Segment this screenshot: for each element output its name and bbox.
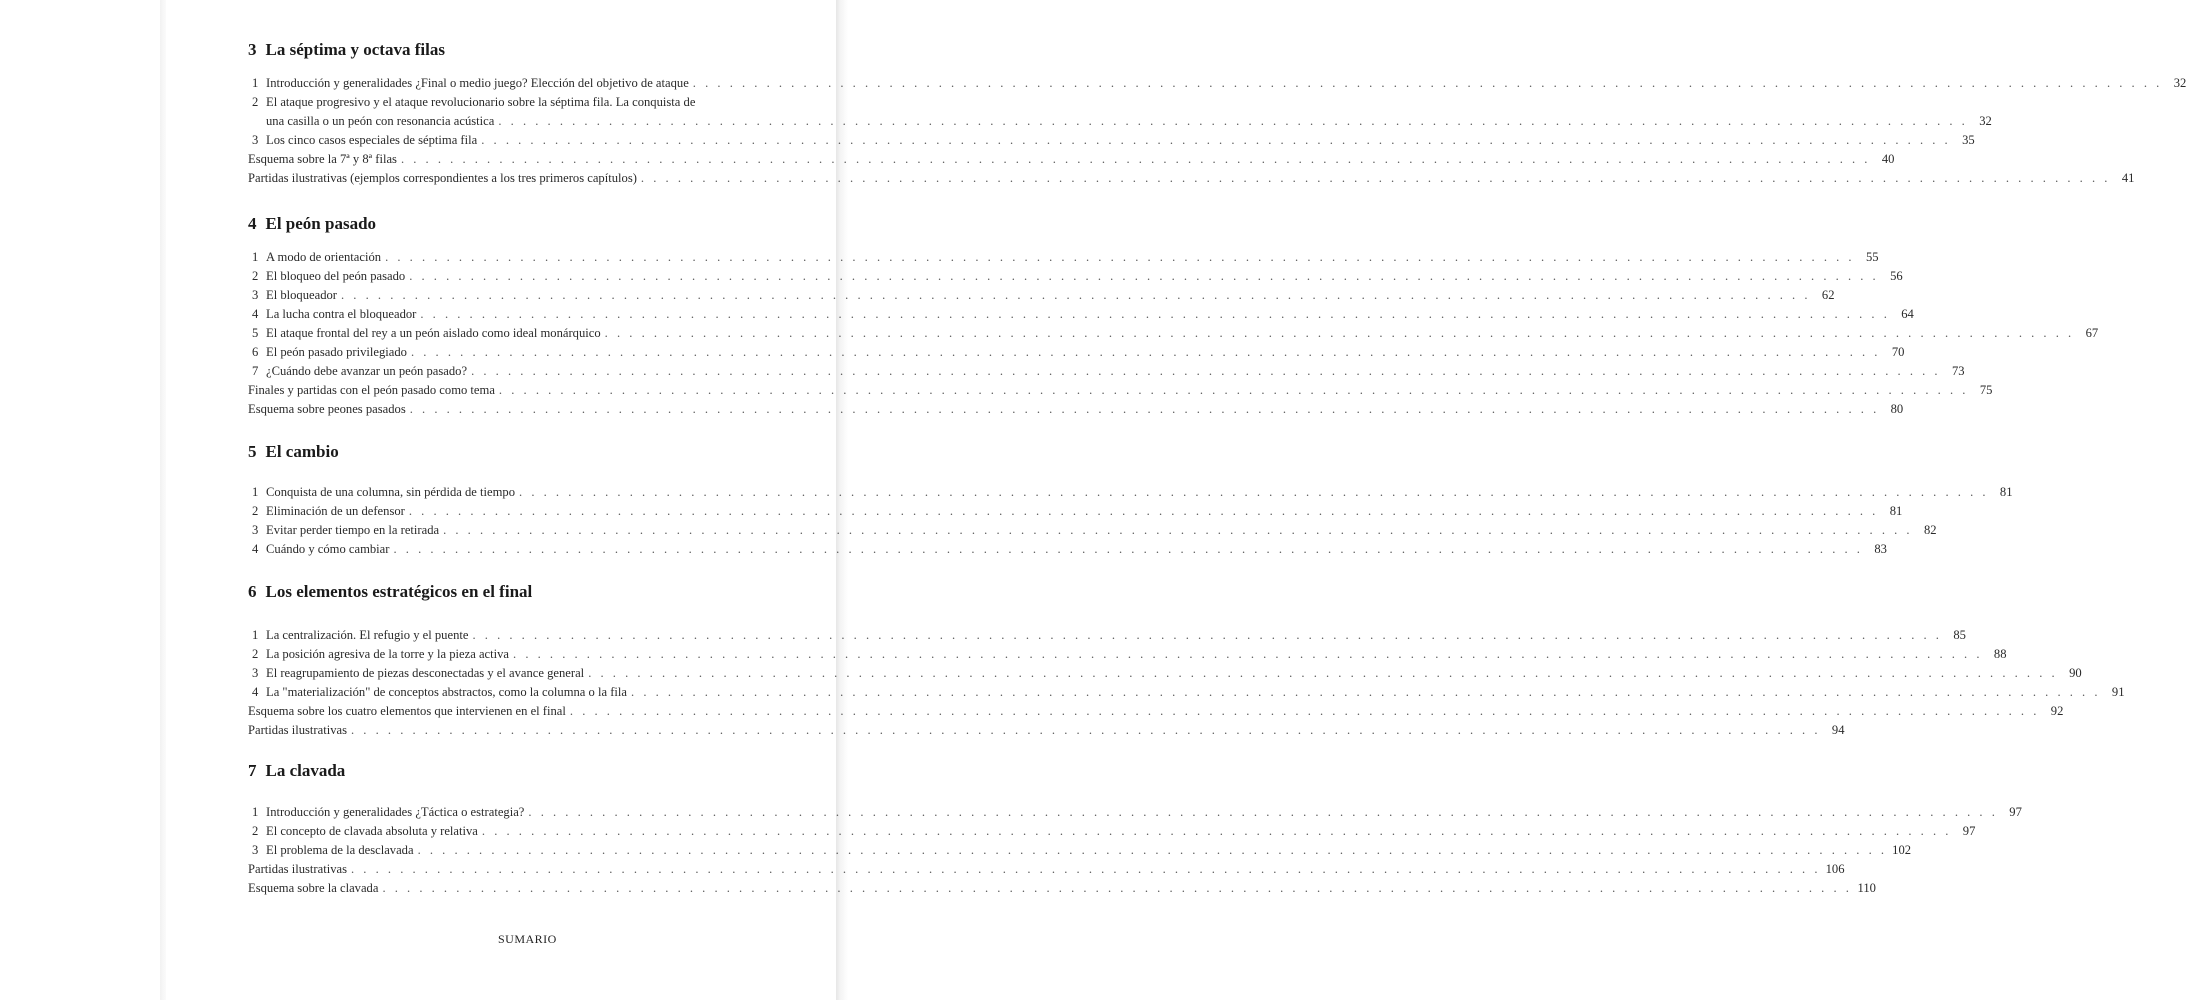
entry-number: 1 [252, 76, 259, 90]
section-heading [248, 212, 836, 236]
entry-page: 91 [2111, 685, 2125, 699]
entry-page: 32 [2173, 76, 2186, 90]
dot-leader [641, 169, 2110, 188]
entry-title: El reagrupamiento de piezas desconectadas y el avance general [266, 666, 585, 680]
entry-number: 6 [252, 345, 259, 359]
toc-entry [248, 169, 2135, 188]
entry-number: 1 [252, 805, 259, 819]
section-number: 4 [248, 214, 257, 233]
section-title: El peón pasado [265, 214, 377, 233]
toc-entry [248, 131, 1975, 150]
entry-page: 80 [1890, 402, 1904, 416]
toc-entry [248, 150, 1895, 169]
toc-entry [248, 362, 1965, 381]
dot-leader [513, 645, 1982, 664]
toc-section-3 [248, 38, 2186, 188]
toc-entry [248, 664, 2082, 683]
entry-page: 55 [1865, 250, 1879, 264]
section-number: 6 [248, 582, 257, 601]
entry-page: 73 [1951, 364, 1965, 378]
entry-number: 2 [252, 824, 259, 838]
dot-leader [693, 74, 2162, 93]
dot-leader [382, 879, 1851, 898]
entry-title: El problema de la desclavada [266, 843, 414, 857]
entry-title: El ataque progresivo y el ataque revolucionario sobre la séptima fila. La conquista de [266, 95, 696, 109]
toc-entry [248, 381, 1993, 400]
toc-entry [248, 400, 1904, 419]
entry-page: 81 [1999, 485, 2013, 499]
dot-leader [482, 822, 1951, 841]
section-number: 5 [248, 442, 257, 461]
entry-title: Introducción y generalidades ¿Táctica o estrategia? [266, 805, 525, 819]
toc-entry [248, 502, 1903, 521]
entry-title: Evitar perder tiempo en la retirada [266, 523, 440, 537]
entry-number: 1 [252, 250, 259, 264]
toc-entry [248, 803, 2022, 822]
dot-leader [410, 400, 1879, 419]
entry-page: 97 [2009, 805, 2022, 819]
entry-page: 81 [1889, 504, 1903, 518]
toc-entry [248, 248, 1879, 267]
entry-title: El peón pasado privilegiado [266, 345, 407, 359]
toc-entry [248, 483, 2013, 502]
dot-leader [351, 860, 1820, 879]
toc-entry [248, 721, 1845, 740]
page-binding-shadow [160, 0, 166, 1000]
entry-title: El concepto de clavada absoluta y relativa [266, 824, 478, 838]
dot-leader [411, 343, 1880, 362]
dot-leader [418, 841, 1887, 860]
entry-title: Esquema sobre peones pasados [248, 402, 406, 416]
section-number: 3 [248, 40, 257, 59]
dot-leader [499, 381, 1968, 400]
dot-leader [443, 521, 1912, 540]
entry-page: 56 [1890, 269, 1903, 283]
entry-title: Partidas ilustrativas [248, 862, 347, 876]
toc-section-6 [248, 580, 2125, 740]
entry-number: 2 [252, 647, 259, 661]
entry-title: La posición agresiva de la torre y la pieza activa [266, 647, 510, 661]
entry-number: 4 [252, 685, 259, 699]
section-title: La clavada [265, 761, 346, 780]
entry-number: 3 [252, 843, 259, 857]
toc-entry [248, 267, 1903, 286]
entry-number: 3 [252, 133, 259, 147]
dot-leader [401, 150, 1870, 169]
entry-title: Los cinco casos especiales de séptima fila [266, 133, 478, 147]
dot-leader [393, 540, 1862, 559]
section-heading [248, 580, 836, 604]
section-title: Los elementos estratégicos en el final [265, 582, 533, 601]
entry-page: 67 [2085, 326, 2099, 340]
entry-number: 3 [252, 666, 259, 680]
toc-entry [248, 683, 2125, 702]
toc-section-5 [248, 440, 2013, 559]
dot-leader [409, 502, 1878, 521]
entry-title: Esquema sobre la clavada [248, 881, 379, 895]
dot-leader [631, 683, 2100, 702]
entry-title: La centralización. El refugio y el puente [266, 628, 469, 642]
dot-leader [481, 131, 1950, 150]
dot-leader [605, 324, 2074, 343]
dot-leader [528, 803, 1997, 822]
entry-title: Cuándo y cómo cambiar [266, 542, 390, 556]
entry-page: 102 [1892, 843, 1912, 857]
dot-leader [498, 112, 1967, 131]
entry-number: 4 [252, 542, 259, 556]
entry-page: 88 [1993, 647, 2007, 661]
entry-title: Eliminación de un defensor [266, 504, 405, 518]
entry-page: 94 [1831, 723, 1845, 737]
toc-entry [248, 645, 2007, 664]
entry-number: 4 [252, 307, 259, 321]
toc-section-4 [248, 212, 2099, 419]
entry-page: 75 [1979, 383, 1993, 397]
section-title: La séptima y octava filas [265, 40, 445, 59]
entry-number: 3 [252, 523, 259, 537]
section-number: 7 [248, 761, 257, 780]
dot-leader [420, 305, 1889, 324]
entry-title: La lucha contra el bloqueador [266, 307, 417, 321]
entry-page: 85 [1953, 628, 1966, 642]
toc-entry [248, 540, 1887, 559]
entry-number: 3 [252, 288, 259, 302]
section-title: El cambio [265, 442, 339, 461]
dot-leader [588, 664, 2057, 683]
entry-page: 83 [1874, 542, 1887, 556]
dot-leader [570, 702, 2039, 721]
dot-leader [341, 286, 1810, 305]
entry-title: El bloqueador [266, 288, 337, 302]
toc-entry [248, 822, 1976, 841]
toc-entry [248, 860, 1845, 879]
toc-entry [248, 305, 1914, 324]
section-heading [248, 440, 836, 464]
dot-leader [385, 248, 1854, 267]
entry-title: El ataque frontal del rey a un peón aislado como ideal monárquico [266, 326, 601, 340]
entry-page: 110 [1857, 881, 1876, 895]
entry-title: A modo de orientación [266, 250, 382, 264]
toc-entry [248, 74, 2186, 93]
entry-number: 1 [252, 485, 259, 499]
toc-entry [248, 702, 2064, 721]
entry-page: 70 [1891, 345, 1905, 359]
dot-leader [351, 721, 1820, 740]
entry-title: Finales y partidas con el peón pasado como tema [248, 383, 495, 397]
toc-entry [248, 841, 1912, 860]
entry-title: El bloqueo del peón pasado [266, 269, 406, 283]
entry-title: Partidas ilustrativas (ejemplos correspondientes a los tres primeros capítulos) [248, 171, 637, 185]
page-footer: SUMARIO [498, 932, 557, 946]
dot-leader [409, 267, 1878, 286]
entry-page: 64 [1901, 307, 1914, 321]
toc-section-7 [248, 759, 2022, 898]
entry-title: Introducción y generalidades ¿Final o medio juego? Elección del objetivo de ataque [266, 76, 689, 90]
entry-page: 35 [1962, 133, 1975, 147]
entry-number: 2 [252, 504, 259, 518]
entry-page: 90 [2069, 666, 2082, 680]
toc-entry [248, 286, 1835, 305]
entry-page: 92 [2050, 704, 2064, 718]
dot-leader [472, 626, 1941, 645]
section-heading [248, 38, 836, 62]
section-heading [248, 759, 836, 783]
entry-title-continued: una casilla o un peón con resonancia acústica [266, 114, 495, 128]
entry-title: La "materialización" de conceptos abstractos, como la columna o la fila [266, 685, 628, 699]
toc-entry [248, 879, 1876, 898]
entry-number: 2 [252, 269, 259, 283]
entry-page: 62 [1821, 288, 1835, 302]
entry-title: Esquema sobre la 7ª y 8ª filas [248, 152, 397, 166]
entry-page: 41 [2121, 171, 2135, 185]
table-of-contents [248, 0, 2186, 1000]
entry-title: Conquista de una columna, sin pérdida de tiempo [266, 485, 516, 499]
entry-title: Esquema sobre los cuatro elementos que intervienen en el final [248, 704, 566, 718]
dot-leader [519, 483, 1988, 502]
entry-page: 97 [1962, 824, 1976, 838]
entry-page: 40 [1881, 152, 1895, 166]
dot-leader [471, 362, 1940, 381]
entry-number: 2 [252, 95, 259, 109]
entry-title: ¿Cuándo debe avanzar un peón pasado? [266, 364, 468, 378]
toc-entry [248, 93, 1992, 131]
entry-number: 5 [252, 326, 259, 340]
entry-number: 7 [252, 364, 259, 378]
toc-entry [248, 343, 1905, 362]
toc-entry [248, 626, 1966, 645]
entry-page: 106 [1825, 862, 1845, 876]
toc-entry [248, 521, 1937, 540]
toc-entry [248, 324, 2099, 343]
entry-page: 32 [1979, 114, 1992, 128]
entry-title: Partidas ilustrativas [248, 723, 347, 737]
entry-number: 1 [252, 628, 259, 642]
entry-page: 82 [1923, 523, 1937, 537]
